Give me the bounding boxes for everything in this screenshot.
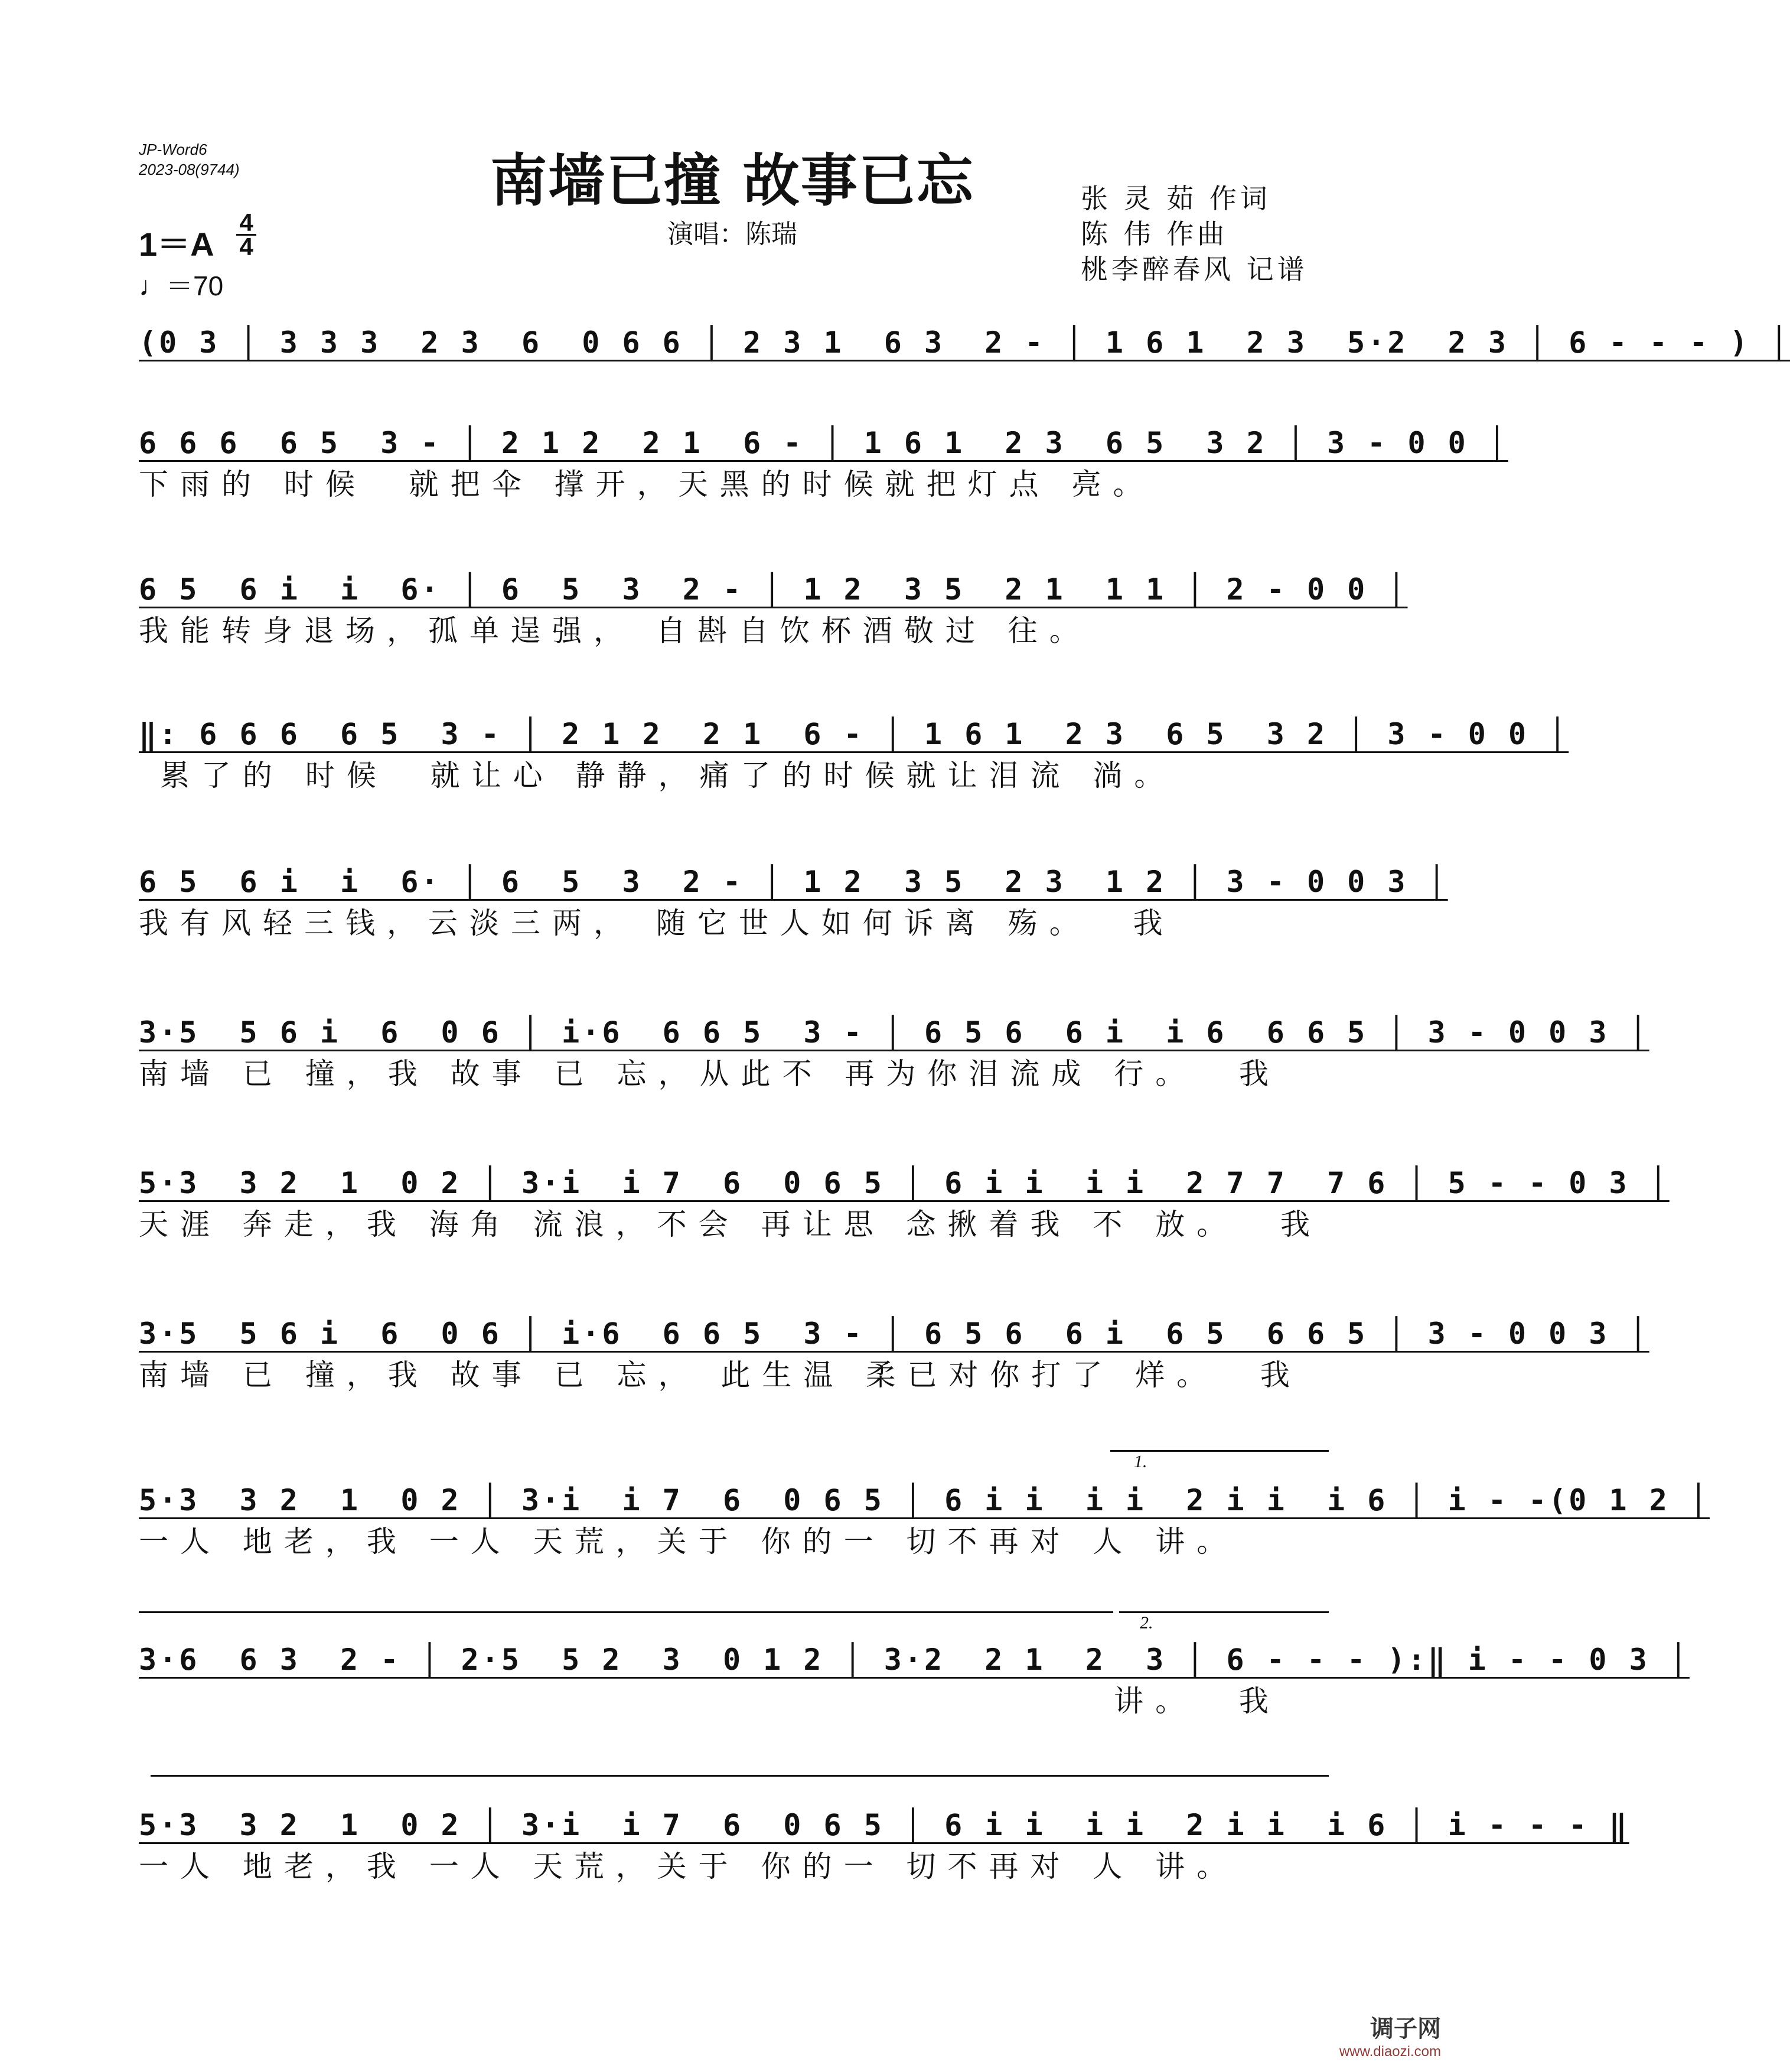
notation-line: 6 5 6 i i 6· │ 6 5 3 2 - │ 1 2 3 5 2 1 1 1 │ 2 - 0 0 │ [139,572,1408,607]
lyric-line: 南墙 已 撞，我 故事 已 忘，从此不 再为你泪流成 行。 我 [139,1057,1281,1091]
volta-bracket-continuation [151,1775,1329,1777]
watermark-url: www.diaozi.com [1339,2044,1441,2060]
software-label: JP-Word6 [139,141,207,158]
score-system-10 [139,1642,1690,1719]
score-system-1 [139,325,1790,366]
notation-line: ‖: 6 6 6 6 5 3 - │ 2 1 2 2 1 6 - │ 1 6 1 2 3 6 5 3 2 │ 3 - 0 0 │ [139,717,1569,751]
lyric-line: 累了的 时候 就让心 静静，痛了的时候就让泪流 淌。 [139,758,1176,793]
score-system-2 [139,425,1508,502]
transcriber-credit: 桃李醉春风 记谱 [1081,253,1308,285]
score-system-8 [139,1316,1649,1393]
score-system-6 [139,1015,1649,1092]
lyric-line: 一人 地老，我 一人 天荒，关于 你的一 切不再对 人 讲。 [139,1849,1238,1884]
code-label: 2023-08(9744) [139,161,240,178]
score-system-3 [139,572,1408,649]
score-system-7 [139,1165,1670,1242]
notation-line: 5·3 3 2 1 0 2 │ 3·i i 7 6 0 6 5 │ 6 i i i i 2 7 7 7 6 │ 5 - - 0 3 │ [139,1166,1670,1200]
composer-credit: 陈 伟 作曲 [1081,218,1228,250]
score-system-5 [139,864,1448,941]
notation-line: 6 6 6 6 5 3 - │ 2 1 2 2 1 6 - │ 1 6 1 2 3 6 5 3 2 │ 3 - 0 0 │ [139,426,1508,460]
key-signature: 1＝A [139,226,214,263]
singer: 演唱：陈瑞 [667,219,797,249]
watermark-name: 调子网 [1370,2015,1441,2042]
notation-line: 3·6 6 3 2 - │ 2·5 5 2 3 0 1 2 │ 3·2 2 1 2 3 │ 6 - - - ):‖ i - - 0 3 │ [139,1643,1690,1677]
lyric-line: 一人 地老，我 一人 天荒，关于 你的一 切不再对 人 讲。 [139,1524,1238,1559]
lyric-line: 南墙 已 撞，我 故事 已 忘， 此生温 柔已对你打了 烊。 我 [139,1358,1302,1392]
score-system-9 [139,1483,1710,1559]
notation-line: 6 5 6 i i 6· │ 6 5 3 2 - │ 1 2 3 5 2 3 1 2 │ 3 - 0 0 3 │ [139,865,1448,899]
volta-label-1: 1. [1134,1452,1147,1471]
lyricist-credit: 张 灵 茹 作词 [1081,183,1271,214]
lyric-line: 我有风轻三钱，云淡三两， 随它世人如何诉离 殇。 我 [139,906,1175,940]
lyric-line: 讲。 我 [139,1684,1280,1718]
volta-label-2: 2. [1140,1613,1153,1633]
notation-line: 5·3 3 2 1 0 2 │ 3·i i 7 6 0 6 5 │ 6 i i i i 2 i i i 6 │ i - -(0 1 2 │ [139,1483,1710,1517]
watermark [1339,2010,1441,2060]
notation-line: 5·3 3 2 1 0 2 │ 3·i i 7 6 0 6 5 │ 6 i i i i 2 i i i 6 │ i - - - ‖ [139,1808,1629,1842]
time-top: 4 [239,208,253,236]
notation-line: (0 3 │ 3 3 3 2 3 6 0 6 6 │ 2 3 1 6 3 2 - │ 1 6 1 2 3 5·2 2 3 │ 6 - - - ) │ [139,325,1790,360]
notation-line: 3·5 5 6 i 6 0 6 │ i·6 6 6 5 3 - │ 6 5 6 6 i i 6 6 6 5 │ 3 - 0 0 3 │ [139,1015,1649,1050]
volta-bracket-continuation [139,1611,1113,1613]
score-system-4 [139,716,1569,793]
page-title: 南墙已撞 故事已忘 [490,148,974,214]
notation-line: 3·5 5 6 i 6 0 6 │ i·6 6 6 5 3 - │ 6 5 6 6 i 6 5 6 6 5 │ 3 - 0 0 3 │ [139,1317,1649,1351]
lyric-line: 下雨的 时候 就把伞 撑开，天黑的时候就把灯点 亮。 [139,467,1155,501]
lyric-line: 天涯 奔走，我 海角 流浪，不会 再让思 念揪着我 不 放。 我 [139,1207,1322,1242]
lyric-line: 我能转身退场，孤单逞强， 自斟自饮杯酒敬过 往。 [139,614,1091,648]
score-system-11 [139,1807,1629,1884]
time-signature [236,208,256,260]
time-bottom: 4 [239,233,253,260]
tempo-marking: ♩＝70 [139,271,224,301]
